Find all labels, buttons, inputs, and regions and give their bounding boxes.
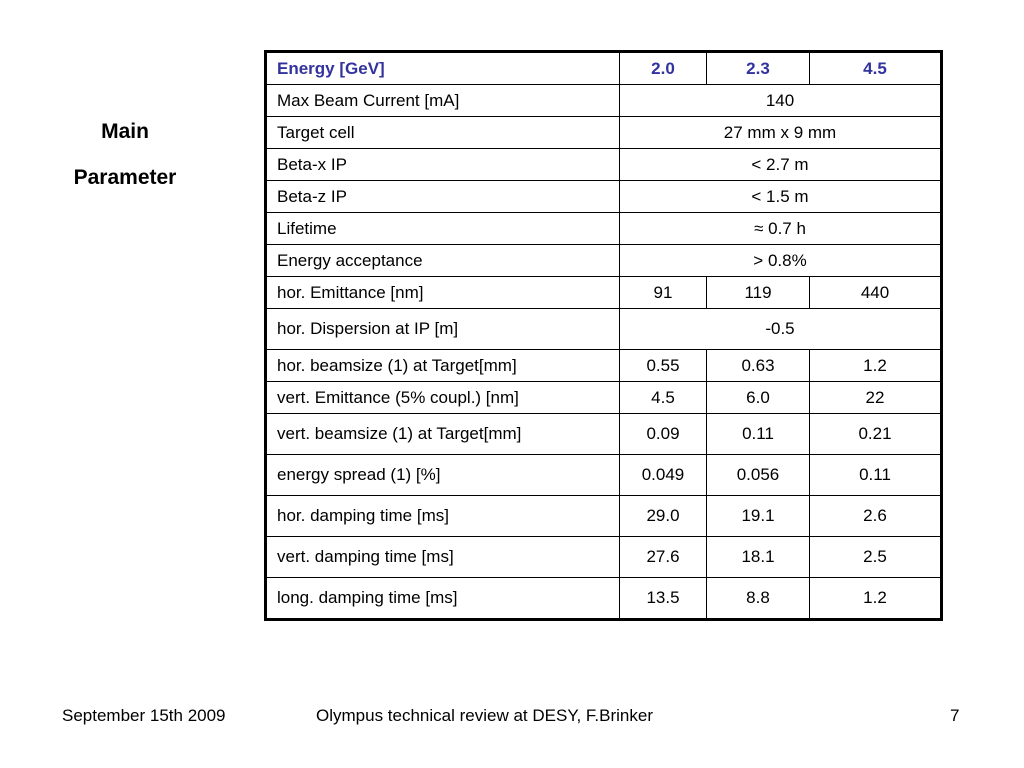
table-row xyxy=(266,578,942,620)
row-label: vert. beamsize (1) at Target[mm] xyxy=(266,414,620,455)
table-row xyxy=(266,117,942,149)
row-label: vert. damping time [ms] xyxy=(266,537,620,578)
row-value-3: 1.2 xyxy=(810,578,942,620)
table-row xyxy=(266,537,942,578)
side-title-parameter: Parameter xyxy=(73,166,177,189)
row-label: hor. Dispersion at IP [m] xyxy=(266,309,620,350)
header-cell-energy-1: 2.0 xyxy=(620,52,707,85)
row-value-1: 13.5 xyxy=(620,578,707,620)
row-value-3: 2.6 xyxy=(810,496,942,537)
table-row xyxy=(266,213,942,245)
table-row xyxy=(266,181,942,213)
row-value-3: 440 xyxy=(810,277,942,309)
row-value-2: 0.056 xyxy=(707,455,810,496)
row-value-1: 29.0 xyxy=(620,496,707,537)
row-value: 140 xyxy=(620,85,942,117)
row-value-1: 0.55 xyxy=(620,350,707,382)
row-label: energy spread (1) [%] xyxy=(266,455,620,496)
header-cell-energy-3: 4.5 xyxy=(810,52,942,85)
table-row xyxy=(266,245,942,277)
row-value: 27 mm x 9 mm xyxy=(620,117,942,149)
row-label: hor. damping time [ms] xyxy=(266,496,620,537)
table-row xyxy=(266,496,942,537)
side-title-main: Main xyxy=(101,120,149,143)
row-label: Max Beam Current [mA] xyxy=(266,85,620,117)
row-label: Beta-z IP xyxy=(266,181,620,213)
row-value-1: 91 xyxy=(620,277,707,309)
row-value-3: 1.2 xyxy=(810,350,942,382)
row-value-2: 0.63 xyxy=(707,350,810,382)
row-label: Beta-x IP xyxy=(266,149,620,181)
row-value-1: 27.6 xyxy=(620,537,707,578)
row-value-2: 19.1 xyxy=(707,496,810,537)
row-value-3: 0.21 xyxy=(810,414,942,455)
row-label: Lifetime xyxy=(266,213,620,245)
table-row xyxy=(266,350,942,382)
row-value: > 0.8% xyxy=(620,245,942,277)
header-cell-energy-2: 2.3 xyxy=(707,52,810,85)
row-label: long. damping time [ms] xyxy=(266,578,620,620)
parameter-table xyxy=(264,50,943,621)
row-value-2: 18.1 xyxy=(707,537,810,578)
row-value-3: 0.11 xyxy=(810,455,942,496)
table-header-row xyxy=(266,52,942,85)
row-value: -0.5 xyxy=(620,309,942,350)
row-value-1: 4.5 xyxy=(620,382,707,414)
row-value-3: 22 xyxy=(810,382,942,414)
row-value: < 2.7 m xyxy=(620,149,942,181)
table-row xyxy=(266,149,942,181)
header-cell-label: Energy [GeV] xyxy=(266,52,620,85)
row-value: ≈ 0.7 h xyxy=(620,213,942,245)
row-label: vert. Emittance (5% coupl.) [nm] xyxy=(266,382,620,414)
row-value-3: 2.5 xyxy=(810,537,942,578)
footer-date: September 15th 2009 xyxy=(62,706,226,725)
row-value: < 1.5 m xyxy=(620,181,942,213)
table-row xyxy=(266,455,942,496)
table-row xyxy=(266,414,942,455)
row-label: Energy acceptance xyxy=(266,245,620,277)
page-number: 7 xyxy=(950,706,960,725)
row-value-2: 119 xyxy=(707,277,810,309)
footer-title: Olympus technical review at DESY, F.Brinker xyxy=(316,706,653,725)
table-row xyxy=(266,277,942,309)
row-label: hor. Emittance [nm] xyxy=(266,277,620,309)
table-row xyxy=(266,85,942,117)
table-row xyxy=(266,309,942,350)
table-row xyxy=(266,382,942,414)
row-value-1: 0.09 xyxy=(620,414,707,455)
row-value-2: 8.8 xyxy=(707,578,810,620)
row-value-2: 6.0 xyxy=(707,382,810,414)
row-label: Target cell xyxy=(266,117,620,149)
row-value-1: 0.049 xyxy=(620,455,707,496)
row-label: hor. beamsize (1) at Target[mm] xyxy=(266,350,620,382)
row-value-2: 0.11 xyxy=(707,414,810,455)
